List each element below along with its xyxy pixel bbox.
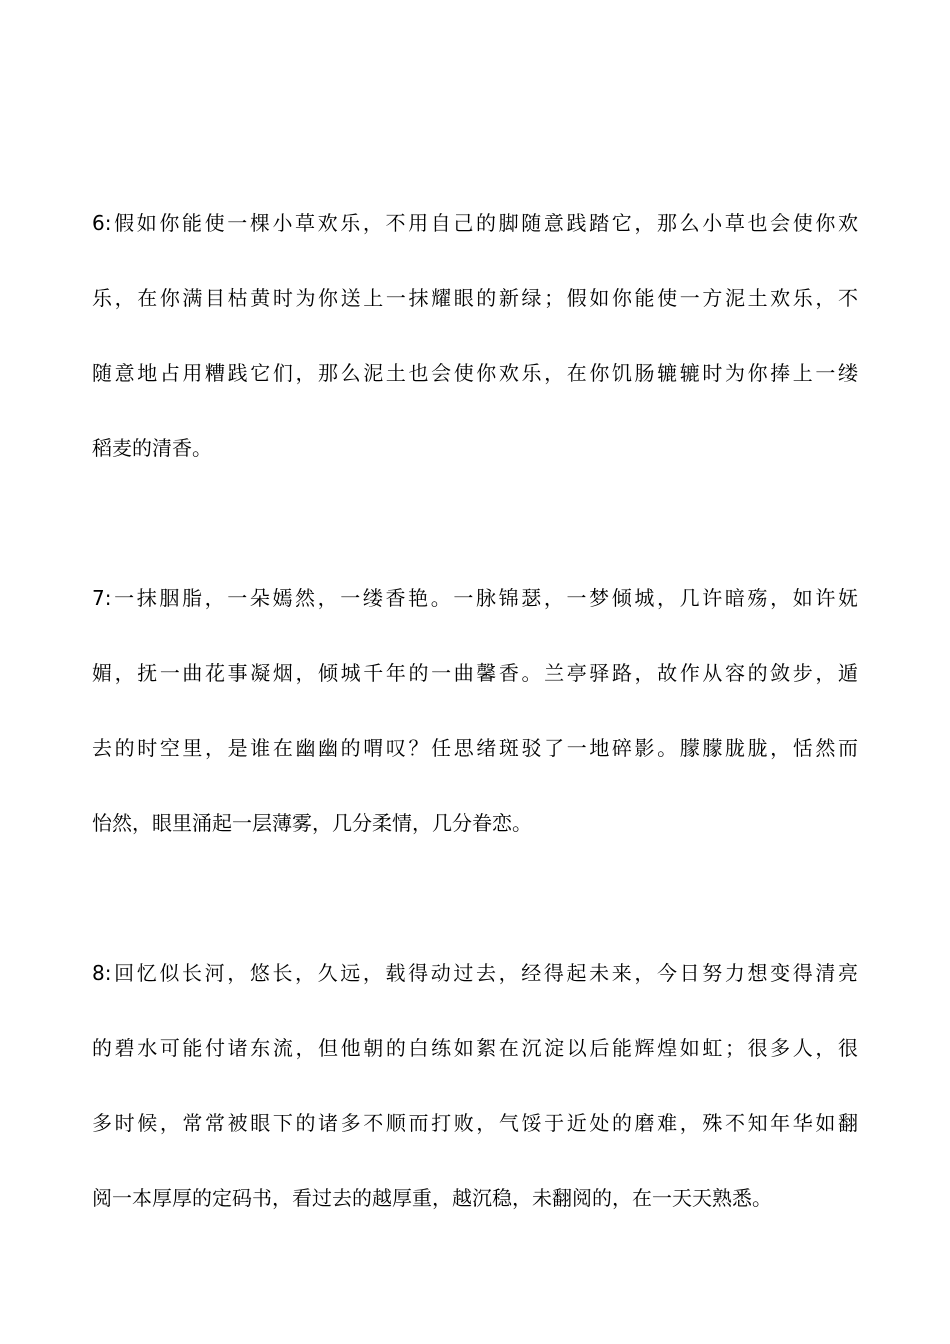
text-line: 去的时空里，是谁在幽幽的喟叹？任思绪斑驳了一地碎影。朦朦胧胧，恬然而	[92, 736, 858, 760]
text-line: 稻麦的清香。	[92, 436, 212, 460]
text-line: 随意地占用糟践它们，那么泥土也会使你欢乐，在你饥肠辘辘时为你捧上一缕	[92, 361, 858, 385]
text-line: 乐，在你满目枯黄时为你送上一抹耀眼的新绿；假如你能使一方泥土欢乐，不	[92, 286, 858, 310]
text-line: 6:假如你能使一棵小草欢乐，不用自己的脚随意践踏它，那么小草也会使你欢	[92, 211, 858, 235]
paragraph-6	[92, 186, 858, 486]
paragraph-8	[92, 936, 858, 1236]
text-line: 媚，抚一曲花事凝烟，倾城千年的一曲馨香。兰亭驿路，故作从容的敛步，遁	[92, 661, 858, 685]
text-line: 7:一抹胭脂，一朵嫣然，一缕香艳。一脉锦瑟，一梦倾城，几许暗殇，如许妩	[92, 586, 858, 610]
paragraph-7	[92, 561, 858, 861]
text-line: 阅一本厚厚的定码书，看过去的越厚重，越沉稳，未翻阅的，在一天天熟悉。	[92, 1186, 772, 1210]
text-line: 的碧水可能付诸东流，但他朝的白练如絮在沉淀以后能辉煌如虹；很多人，很	[92, 1036, 858, 1060]
text-line: 怡然，眼里涌起一层薄雾，几分柔情，几分眷恋。	[92, 811, 532, 835]
text-line: 8:回忆似长河，悠长，久远，载得动过去，经得起未来，今日努力想变得清亮	[92, 961, 858, 985]
text-line: 多时候，常常被眼下的诸多不顺而打败，气馁于近处的磨难，殊不知年华如翻	[92, 1111, 858, 1135]
